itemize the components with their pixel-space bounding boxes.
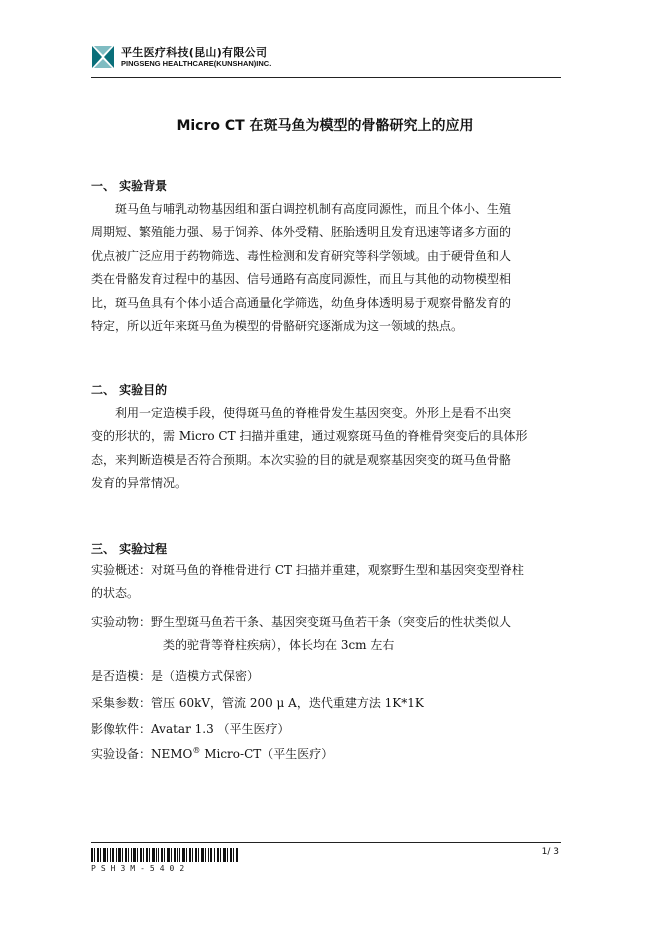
process-overview — [91, 559, 524, 606]
document-title: Micro CT 在斑马鱼为模型的骨骼研究上的应用 — [176, 118, 474, 134]
paragraph-line: 特定，所以近年来斑马鱼为模型的骨骼研究逐渐成为这一领域的热点。 — [91, 319, 464, 334]
process-software: 影像软件：Avatar 1.3 （平生医疗） — [91, 722, 290, 736]
barcode-icon — [91, 848, 241, 862]
footer-divider — [91, 842, 561, 843]
equipment-suffix: Micro-CT（平生医疗） — [200, 747, 334, 761]
header-divider — [91, 77, 561, 78]
company-name-cn: 平生医疗科技(昆山)有限公司 — [121, 45, 268, 59]
section-paragraph-background — [91, 198, 557, 338]
section-heading-purpose: 二、 实验目的 — [91, 383, 168, 397]
paragraph-line: 态，来判断造模是否符合预期。本次实验的目的就是观察基因突变的斑马鱼骨骼 — [91, 452, 512, 467]
paragraph-line: 利用一定造模手段，使得斑马鱼的脊椎骨发生基因突变。外形上是看不出突 — [115, 406, 512, 420]
page-number: 1/ 3 — [541, 847, 559, 857]
process-params: 采集参数：管压 60kV，管流 200 μ A，迭代重建方法 1K*1K — [91, 696, 424, 710]
paragraph-line: 发育的异常情况。 — [91, 476, 188, 491]
paragraph-line: 周期短、繁殖能力强、易于饲养、体外受精、胚胎透明且发育迅速等诸多方面的 — [91, 225, 512, 240]
registered-mark: ® — [192, 746, 201, 755]
document-header — [91, 45, 271, 69]
paragraph-line: 优点被广泛应用于药物筛选、毒性检测和发育研究等科学领域。由于硬骨鱼和人 — [91, 248, 512, 263]
section-heading-process: 三、 实验过程 — [91, 542, 168, 556]
equipment-prefix: 实验设备：NEMO — [91, 747, 193, 761]
paragraph-line: 变的形状的，需 Micro CT 扫描并重建，通过观察斑马鱼的脊椎骨突变后的具体形 — [91, 429, 528, 444]
paragraph-line: 斑马鱼与哺乳动物基因组和蛋白调控机制有高度同源性，而且个体小、生殖 — [115, 202, 512, 216]
paragraph-line: 类在骨骼发育过程中的基因、信号通路有高度同源性，而且与其他的动物模型相 — [91, 272, 512, 287]
process-modeling: 是否造模：是（造模方式保密） — [91, 669, 260, 683]
company-logo-icon — [91, 45, 115, 69]
overview-line: 实验概述：对斑马鱼的脊椎骨进行 CT 扫描并重建，观察野生型和基因突变型脊柱 — [91, 563, 524, 577]
overview-line: 的状态。 — [91, 586, 140, 601]
process-equipment — [91, 745, 333, 762]
company-name-en: PINGSENG HEALTHCARE(KUNSHAN)INC. — [121, 58, 272, 68]
section-paragraph-purpose — [91, 402, 557, 496]
animals-line: 野生型斑马鱼若干条、基因突变斑马鱼若干条（突变后的性状类似人 — [151, 615, 512, 629]
barcode-text: PSH3M-5402 — [91, 864, 190, 873]
section-heading-background: 一、 实验背景 — [91, 179, 168, 193]
animals-line: 类的驼背等脊柱疾病），体长均在 3cm 左右 — [163, 638, 395, 653]
process-animals — [91, 611, 511, 658]
paragraph-line: 比，斑马鱼具有个体小适合高通量化学筛选，幼鱼身体透明易于观察骨骼发育的 — [91, 295, 512, 310]
animals-label: 实验动物： — [91, 615, 152, 629]
